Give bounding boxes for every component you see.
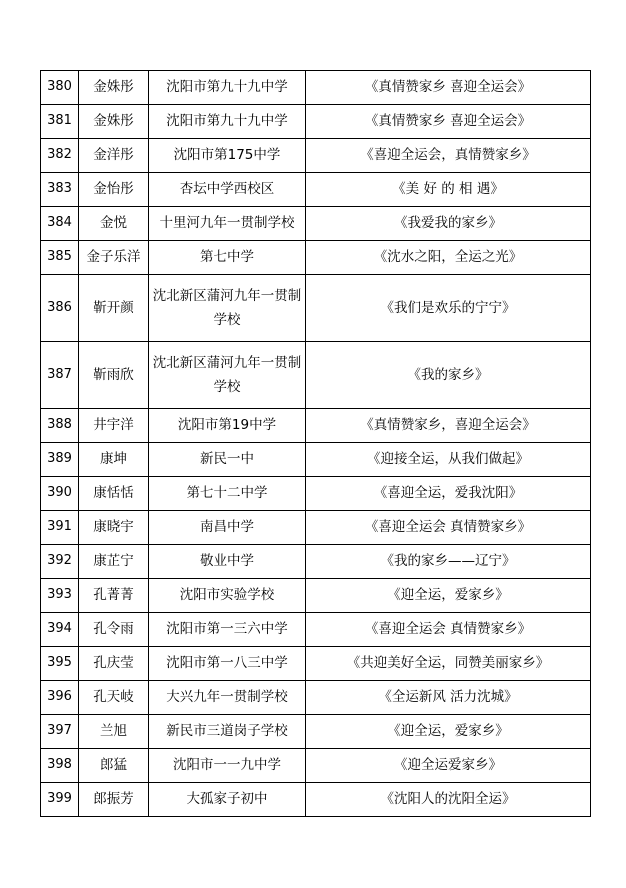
row-number: 385 <box>41 241 79 275</box>
school-name: 十里河九年一贯制学校 <box>149 207 306 241</box>
table-row <box>41 613 591 647</box>
student-name: 康芷宁 <box>79 545 149 579</box>
table-row <box>41 207 591 241</box>
school-name: 新民市三道岗子学校 <box>149 715 306 749</box>
school-name: 大孤家子初中 <box>149 783 306 817</box>
row-number: 395 <box>41 647 79 681</box>
student-name: 康晓宇 <box>79 511 149 545</box>
school-name: 南昌中学 <box>149 511 306 545</box>
row-number: 380 <box>41 71 79 105</box>
row-number: 386 <box>41 275 79 342</box>
table-row <box>41 579 591 613</box>
work-title: 《沈水之阳，全运之光》 <box>306 241 591 275</box>
row-number: 389 <box>41 443 79 477</box>
student-name: 孔庆莹 <box>79 647 149 681</box>
work-title: 《迎接全运，从我们做起》 <box>306 443 591 477</box>
table-row <box>41 139 591 173</box>
row-number: 399 <box>41 783 79 817</box>
work-title: 《真情赞家乡 喜迎全运会》 <box>306 71 591 105</box>
work-title: 《我们是欢乐的宁宁》 <box>306 275 591 342</box>
work-title: 《我的家乡——辽宁》 <box>306 545 591 579</box>
student-name: 金怡彤 <box>79 173 149 207</box>
student-name: 金洋彤 <box>79 139 149 173</box>
student-name: 金悦 <box>79 207 149 241</box>
student-name: 金子乐洋 <box>79 241 149 275</box>
school-name: 大兴九年一贯制学校 <box>149 681 306 715</box>
student-name: 孔菁菁 <box>79 579 149 613</box>
student-name: 郎猛 <box>79 749 149 783</box>
row-number: 390 <box>41 477 79 511</box>
work-title: 《迎全运爱家乡》 <box>306 749 591 783</box>
student-name: 靳雨欣 <box>79 342 149 409</box>
work-title: 《喜迎全运会 真情赞家乡》 <box>306 613 591 647</box>
school-name: 沈北新区蒲河九年一贯制学校 <box>149 275 306 342</box>
table-row <box>41 241 591 275</box>
student-name: 井宇洋 <box>79 409 149 443</box>
table-row <box>41 71 591 105</box>
student-name: 孔令雨 <box>79 613 149 647</box>
work-title: 《喜迎全运会 真情赞家乡》 <box>306 511 591 545</box>
table-row <box>41 783 591 817</box>
row-number: 388 <box>41 409 79 443</box>
school-name: 新民一中 <box>149 443 306 477</box>
roster-table <box>40 70 591 817</box>
work-title: 《喜迎全运，爱我沈阳》 <box>306 477 591 511</box>
row-number: 393 <box>41 579 79 613</box>
table-row <box>41 477 591 511</box>
table-row <box>41 443 591 477</box>
work-title: 《真情赞家乡 喜迎全运会》 <box>306 105 591 139</box>
work-title: 《迎全运，爱家乡》 <box>306 715 591 749</box>
school-name: 沈阳市第19中学 <box>149 409 306 443</box>
student-name: 兰旭 <box>79 715 149 749</box>
student-name: 孔天岐 <box>79 681 149 715</box>
table-row <box>41 173 591 207</box>
table-row <box>41 647 591 681</box>
student-name: 郎振芳 <box>79 783 149 817</box>
row-number: 387 <box>41 342 79 409</box>
table-row <box>41 105 591 139</box>
table-row <box>41 545 591 579</box>
school-name: 第七中学 <box>149 241 306 275</box>
table-row <box>41 409 591 443</box>
student-name: 金姝彤 <box>79 105 149 139</box>
row-number: 383 <box>41 173 79 207</box>
table-row <box>41 681 591 715</box>
table-row <box>41 749 591 783</box>
school-name: 沈阳市第九十九中学 <box>149 71 306 105</box>
school-name: 沈阳市实验学校 <box>149 579 306 613</box>
work-title: 《我爱我的家乡》 <box>306 207 591 241</box>
student-name: 康坤 <box>79 443 149 477</box>
school-name: 沈阳市第一八三中学 <box>149 647 306 681</box>
work-title: 《真情赞家乡，喜迎全运会》 <box>306 409 591 443</box>
row-number: 397 <box>41 715 79 749</box>
student-name: 金姝彤 <box>79 71 149 105</box>
table-row <box>41 342 591 409</box>
school-name: 杏坛中学西校区 <box>149 173 306 207</box>
school-name: 沈阳市第175中学 <box>149 139 306 173</box>
table-row <box>41 275 591 342</box>
row-number: 391 <box>41 511 79 545</box>
school-name: 沈阳市一一九中学 <box>149 749 306 783</box>
work-title: 《美 好 的 相 遇》 <box>306 173 591 207</box>
work-title: 《喜迎全运会，真情赞家乡》 <box>306 139 591 173</box>
student-name: 靳开颜 <box>79 275 149 342</box>
row-number: 394 <box>41 613 79 647</box>
work-title: 《迎全运，爱家乡》 <box>306 579 591 613</box>
table-row <box>41 715 591 749</box>
row-number: 382 <box>41 139 79 173</box>
work-title: 《沈阳人的沈阳全运》 <box>306 783 591 817</box>
student-name: 康恬恬 <box>79 477 149 511</box>
row-number: 396 <box>41 681 79 715</box>
school-name: 沈阳市第一三六中学 <box>149 613 306 647</box>
row-number: 398 <box>41 749 79 783</box>
school-name: 第七十二中学 <box>149 477 306 511</box>
school-name: 沈阳市第九十九中学 <box>149 105 306 139</box>
work-title: 《我的家乡》 <box>306 342 591 409</box>
work-title: 《共迎美好全运，同赞美丽家乡》 <box>306 647 591 681</box>
school-name: 沈北新区蒲河九年一贯制学校 <box>149 342 306 409</box>
row-number: 381 <box>41 105 79 139</box>
row-number: 392 <box>41 545 79 579</box>
row-number: 384 <box>41 207 79 241</box>
table-row <box>41 511 591 545</box>
work-title: 《全运新风 活力沈城》 <box>306 681 591 715</box>
school-name: 敬业中学 <box>149 545 306 579</box>
